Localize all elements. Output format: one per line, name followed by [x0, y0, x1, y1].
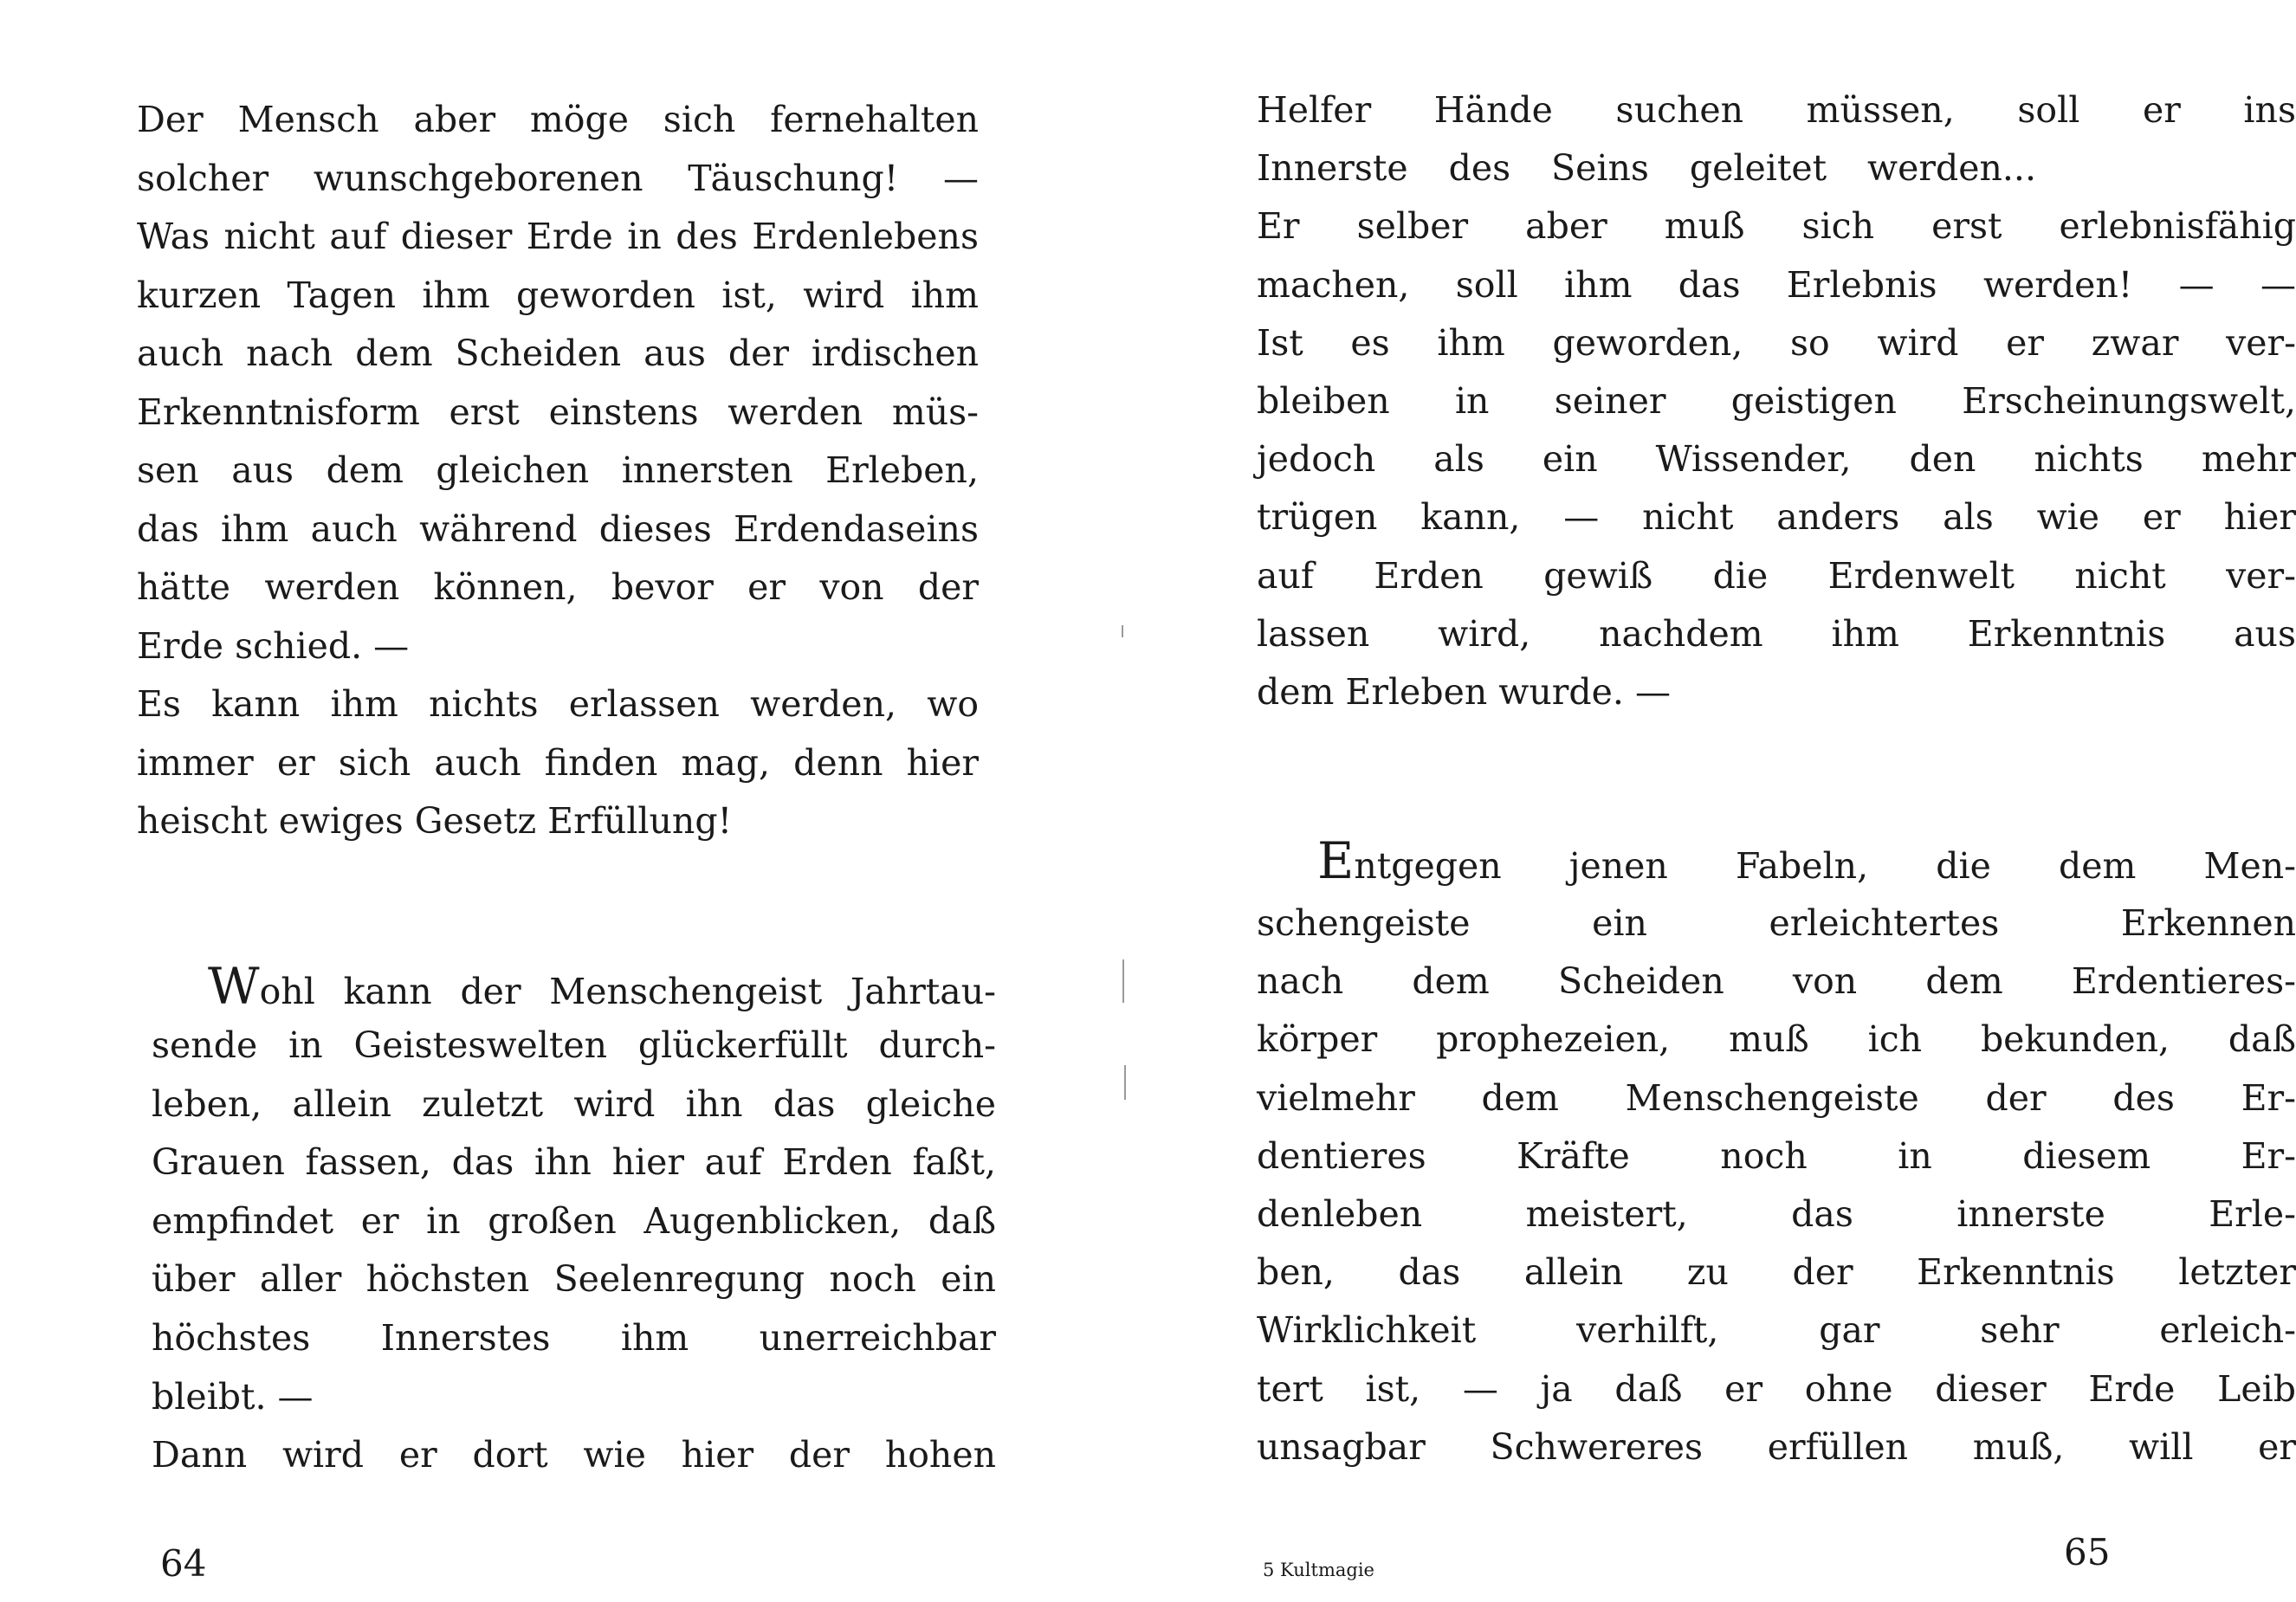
text-line: dem Erleben wurde. — — [1257, 671, 1671, 713]
text-line: tert ist, — ja daß er ohne dieser Erde Leib — [1257, 1367, 2296, 1410]
text-line: schengeiste ein erleichtertes Erkennen — [1257, 902, 2296, 944]
right-page — [1096, 0, 2296, 1602]
page-number-right: 65 — [2064, 1531, 2111, 1573]
text-line: jedoch als ein Wissender, den nichts mehr — [1257, 438, 2296, 481]
left-p2-first-line-text: ohl kann der Menschengeist Jahrtau- — [259, 971, 996, 1012]
text-line: Was nicht auf dieser Erde in des Erdenlebens — [137, 216, 979, 257]
text-line: Dann wird er dort wie hier der hohen — [152, 1434, 996, 1476]
text-line: kurzen Tagen ihm geworden ist, wird ihm — [137, 274, 979, 316]
signature-mark: 5 Kultmagie — [1263, 1560, 1374, 1580]
text-line: lassen wird, nachdem ihm Erkenntnis aus — [1257, 612, 2296, 655]
left-p2-first-line — [208, 957, 996, 1017]
text-line: machen, soll ihm das Erlebnis werden! — — — [1257, 263, 2296, 306]
text-line: empfindet er in großen Augenblicken, daß — [152, 1199, 996, 1242]
text-line: immer er sich auch finden mag, denn hier — [137, 741, 979, 784]
text-line: Grauen fassen, das ihn hier auf Erden faßt, — [152, 1141, 996, 1184]
text-line: bleibt. — — [152, 1375, 314, 1418]
text-line: sen aus dem gleichen innersten Erleben, — [137, 449, 979, 491]
text-line: trügen kann, — nicht anders als wie er hier — [1257, 496, 2296, 539]
text-line: sende in Geisteswelten glückerfüllt durch- — [152, 1024, 996, 1066]
text-line: vielmehr dem Menschengeiste der des Er- — [1257, 1076, 2296, 1119]
text-line: Ist es ihm geworden, so wird er zwar ver- — [1257, 321, 2296, 364]
text-line: höchstes Innerstes ihm unerreichbar — [152, 1317, 996, 1359]
text-line: bleiben in seiner geistigen Erscheinungswelt, — [1257, 380, 2296, 422]
right-p2-first-line — [1317, 831, 2296, 892]
text-line: ben, das allein zu der Erkenntnis letzter — [1257, 1251, 2296, 1294]
text-line: Wirklichkeit verhilft, gar sehr erleich- — [1257, 1309, 2296, 1352]
text-line: körper prophezeien, muß ich bekunden, daß — [1257, 1018, 2296, 1061]
drop-cap-e: E — [1317, 831, 1355, 890]
text-line: Innerste des Seins geleitet werden... — [1257, 147, 2036, 190]
text-line: solcher wunschgeborenen Täuschung! — — [137, 157, 979, 199]
page-number-left: 64 — [160, 1542, 207, 1585]
text-line: dentieres Kräfte noch in diesem Er- — [1257, 1134, 2296, 1177]
text-line: über aller höchsten Seelenregung noch ein — [152, 1258, 996, 1301]
text-line: hätte werden können, bevor er von der — [137, 566, 979, 608]
text-line: Er selber aber muß sich erst erlebnisfähig — [1257, 205, 2296, 248]
left-page — [0, 0, 1096, 1602]
text-line: Es kann ihm nichts erlassen werden, wo — [137, 683, 979, 725]
text-line: auf Erden gewiß die Erdenwelt nicht ver- — [1257, 554, 2296, 597]
text-line: Erkenntnisform erst einstens werden müs- — [137, 391, 979, 433]
text-line: Erde schied. — — [137, 624, 410, 667]
right-p2-first-line-text: ntgegen jenen Fabeln, die dem Men- — [1354, 845, 2296, 887]
text-line: heischt ewiges Gesetz Erfüllung! — [137, 800, 733, 842]
drop-cap-w: W — [208, 957, 260, 1016]
text-line: auch nach dem Scheiden aus der irdischen — [137, 333, 979, 374]
text-line: leben, allein zuletzt wird ihn das gleiche — [152, 1082, 996, 1125]
text-line: Helfer Hände suchen müssen, soll er ins — [1257, 89, 2296, 131]
text-line: denleben meistert, das innerste Erle- — [1257, 1193, 2296, 1235]
text-line: das ihm auch während dieses Erdendaseins — [137, 507, 979, 550]
text-line: Der Mensch aber möge sich fernehalten — [137, 99, 979, 140]
text-line: unsagbar Schwereres erfüllen muß, will er — [1257, 1425, 2296, 1468]
text-line: nach dem Scheiden von dem Erdentieres- — [1257, 960, 2296, 1003]
